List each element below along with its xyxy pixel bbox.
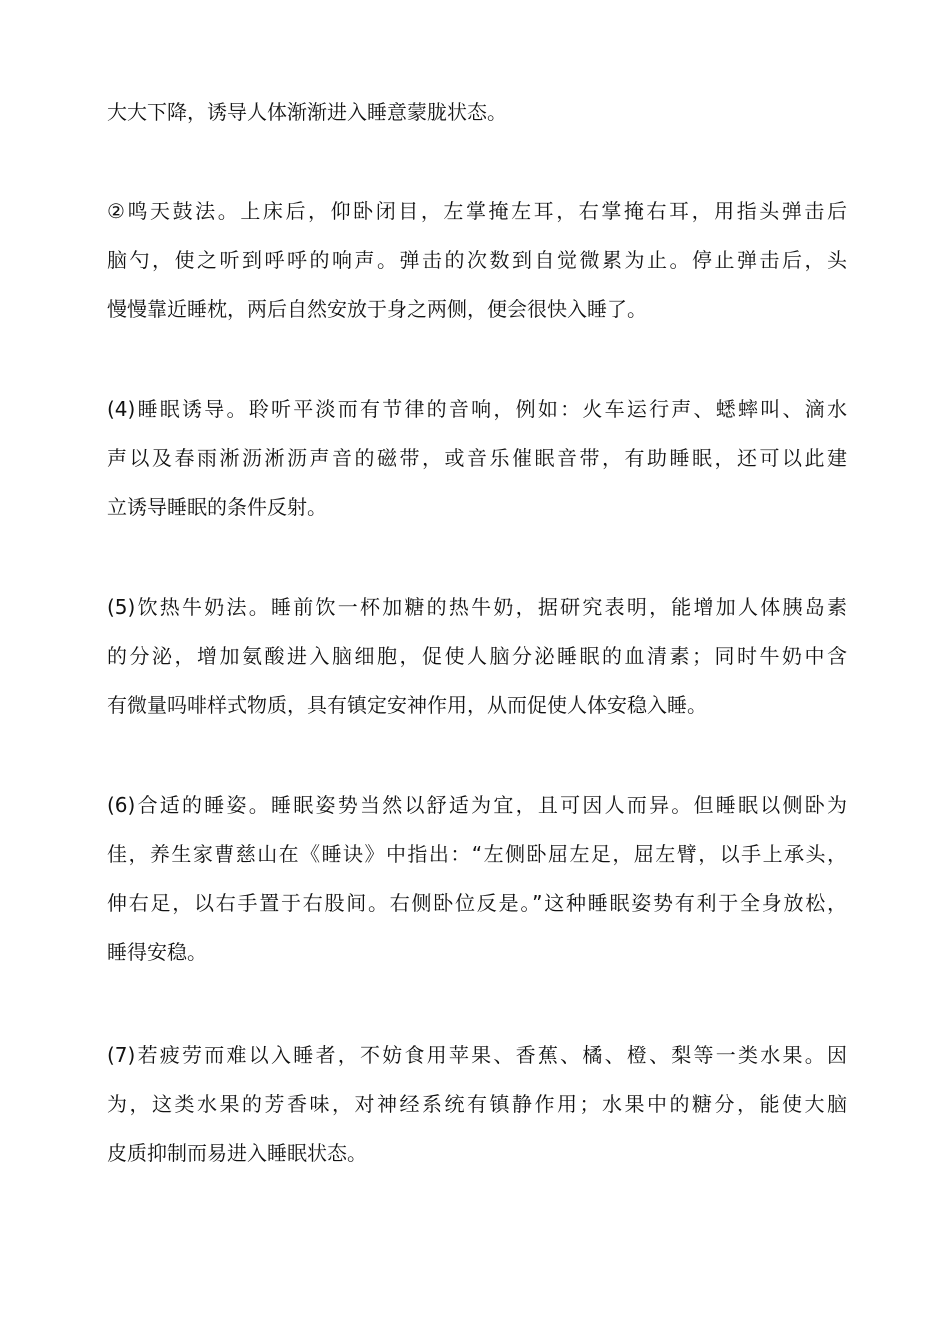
paragraph-5 bbox=[107, 583, 847, 730]
text-line: 有微量吗啡样式物质，具有镇定安神作用，从而促使人体安稳入睡。 bbox=[107, 693, 707, 717]
text-line: 睡得安稳。 bbox=[107, 940, 207, 964]
text-line: 立诱导睡眠的条件反射。 bbox=[107, 495, 327, 519]
text-line: 伸右足，以右手置于右股间。右侧卧位反是。”这种睡眠姿势有利于全身放松， bbox=[107, 891, 847, 915]
text-line: 声以及春雨淅沥淅沥声音的磁带，或音乐催眠音带，有助睡眠，还可以此建 bbox=[107, 446, 847, 470]
text-line: 佳，养生家曹慈山在《睡诀》中指出：“左侧卧屈左足，屈左臂，以手上承头， bbox=[107, 842, 847, 866]
text-line: 脑勺，使之听到呼呼的响声。弹击的次数到自觉微累为止。停止弹击后，头 bbox=[107, 248, 847, 272]
paragraph-4 bbox=[107, 385, 847, 532]
text-line: 的分泌，增加氨酸进入脑细胞，促使人脑分泌睡眠的血清素；同时牛奶中含 bbox=[107, 644, 847, 668]
text-line: 大大下降，诱导人体渐渐进入睡意蒙胧状态。 bbox=[107, 100, 507, 124]
text-line: 为，这类水果的芳香味，对神经系统有镇静作用；水果中的糖分，能使大脑 bbox=[107, 1092, 847, 1116]
text-line: 慢慢靠近睡枕，两后自然安放于身之两侧，便会很快入睡了。 bbox=[107, 297, 647, 321]
text-line: (5)饮热牛奶法。睡前饮一杯加糖的热牛奶，据研究表明，能增加人体胰岛素 bbox=[107, 595, 847, 619]
paragraph-6 bbox=[107, 781, 847, 977]
text-line: 皮质抑制而易进入睡眠状态。 bbox=[107, 1141, 367, 1165]
text-line: (6)合适的睡姿。睡眠姿势当然以舒适为宜，且可因人而异。但睡眠以侧卧为 bbox=[107, 793, 847, 817]
text-line: (4)睡眠诱导。聆听平淡而有节律的音响，例如：火车运行声、蟋蟀叫、滴水 bbox=[107, 397, 847, 421]
paragraph-continuation bbox=[107, 88, 847, 137]
text-line: (7)若疲劳而难以入睡者，不妨食用苹果、香蕉、橘、橙、梨等一类水果。因 bbox=[107, 1043, 847, 1067]
paragraph-ming-tian-gu bbox=[107, 187, 847, 334]
paragraph-7 bbox=[107, 1031, 847, 1178]
text-line: ②鸣天鼓法。上床后，仰卧闭目，左掌掩左耳，右掌掩右耳，用指头弹击后 bbox=[107, 199, 847, 223]
